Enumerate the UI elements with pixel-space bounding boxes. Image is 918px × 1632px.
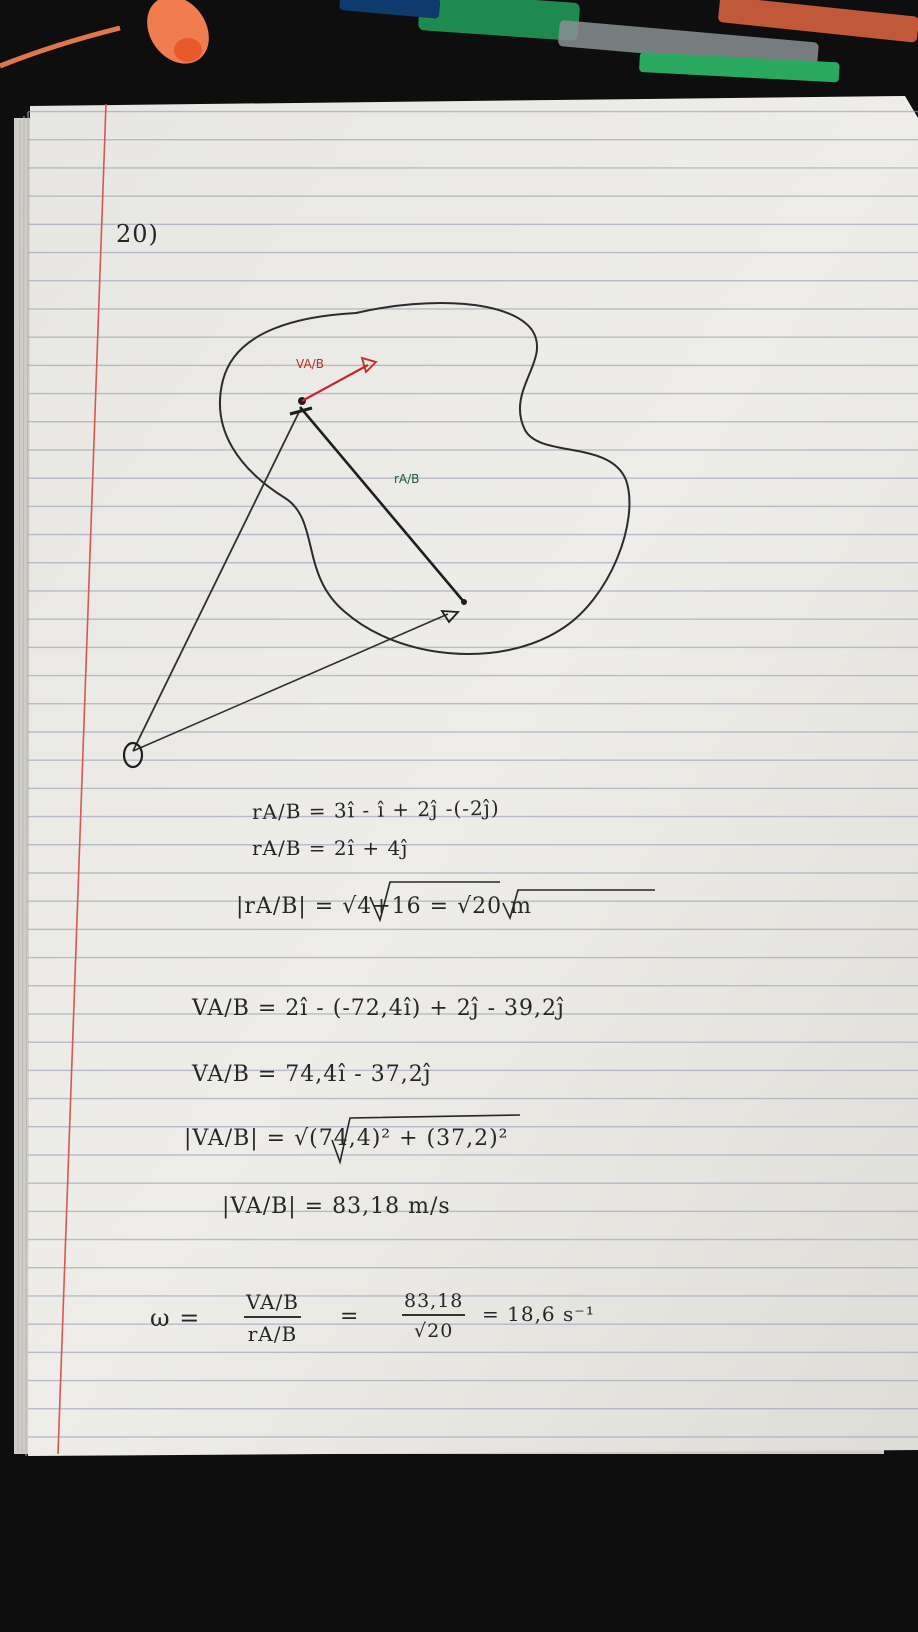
v-vector-line-1: VA/B = 2î - (-72,4î) + 2ĵ - 39,2ĵ (192, 996, 565, 1021)
omega-numerator: VA/B (244, 1290, 301, 1318)
omega-result: = 18,6 s⁻¹ (482, 1302, 595, 1326)
omega-value-numerator: 83,18 (402, 1290, 465, 1316)
r-vector-line-2: rA/B = 2î + 4ĵ (252, 836, 409, 860)
point-b (461, 599, 467, 605)
omega-denominator: rA/B (247, 1322, 298, 1346)
v-magnitude-expression: |VA/B| = √(74,4)² + (37,2)² (184, 1126, 509, 1151)
r-vector-line-1: rA/B = 3î - î + 2ĵ -(-2ĵ) (251, 795, 500, 824)
omega-lhs: ω = (150, 1304, 201, 1332)
velocity-label: VA/B (296, 357, 324, 371)
desk-bottom (0, 1456, 918, 1632)
omega-fraction-symbolic (244, 1290, 301, 1346)
earbud-tip (174, 38, 202, 62)
problem-number: 20) (116, 220, 159, 248)
omega-equals: = (340, 1304, 360, 1329)
v-vector-line-2: VA/B = 74,4î - 37,2ĵ (192, 1062, 432, 1087)
ruled-lines (28, 100, 918, 1456)
omega-fraction-numeric (402, 1290, 465, 1342)
r-magnitude: |rA/B| = √4+16 = √20 m (236, 894, 532, 919)
v-magnitude-result: |VA/B| = 83,18 m/s (222, 1194, 451, 1219)
position-label: rA/B (394, 472, 420, 486)
omega-value-denominator: √20 (414, 1320, 454, 1342)
